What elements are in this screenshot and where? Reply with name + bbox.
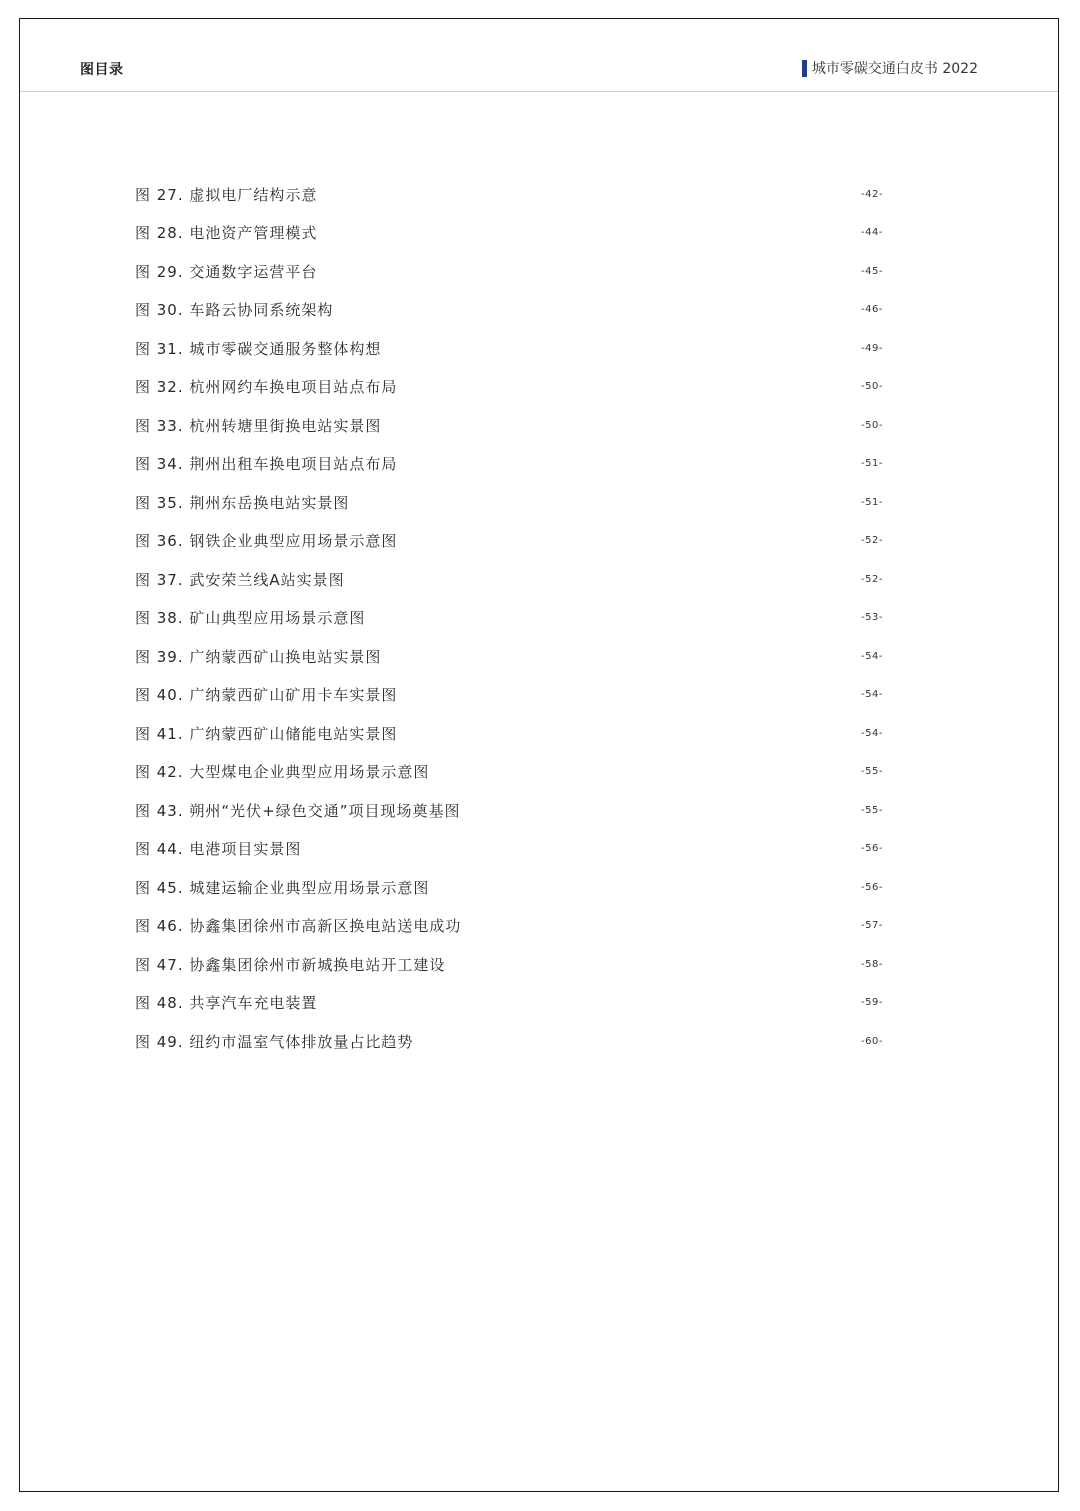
figure-title: 图 46. 协鑫集团徐州市高新区换电站送电成功	[135, 917, 462, 936]
figure-list-item[interactable]	[135, 753, 887, 792]
page-number: -53-	[861, 612, 883, 624]
figure-list-item[interactable]	[135, 714, 887, 753]
accent-bar	[802, 60, 807, 77]
document-title: 城市零碳交通白皮书 2022	[811, 61, 978, 77]
figure-title: 图 37. 武安荣兰线A站实景图	[135, 570, 345, 589]
page-number: -55-	[861, 766, 883, 778]
page-number: -51-	[861, 496, 883, 508]
figure-list-item[interactable]	[135, 483, 887, 522]
figure-title: 图 49. 纽约市温室气体排放量占比趋势	[135, 1032, 414, 1051]
page-number: -50-	[861, 419, 883, 431]
page-number: -58-	[861, 958, 883, 970]
page-number: -49-	[861, 342, 883, 354]
figure-list-item[interactable]	[135, 291, 887, 330]
page-number: -44-	[861, 227, 883, 239]
page-number: -51-	[861, 458, 883, 470]
figure-list	[135, 175, 887, 1061]
figure-list-item[interactable]	[135, 368, 887, 407]
figure-title: 图 38. 矿山典型应用场景示意图	[135, 609, 366, 628]
figure-title: 图 35. 荆州东岳换电站实景图	[135, 493, 350, 512]
page-number: -56-	[861, 881, 883, 893]
figure-title: 图 41. 广纳蒙西矿山储能电站实景图	[135, 724, 398, 743]
figure-list-item[interactable]	[135, 676, 887, 715]
page-number: -52-	[861, 535, 883, 547]
figure-list-item[interactable]	[135, 329, 887, 368]
figure-title: 图 42. 大型煤电企业典型应用场景示意图	[135, 763, 430, 782]
page-number: -60-	[861, 1035, 883, 1047]
page-number: -50-	[861, 381, 883, 393]
figure-title: 图 30. 车路云协同系统架构	[135, 301, 334, 320]
figure-title: 图 32. 杭州网约车换电项目站点布局	[135, 378, 398, 397]
figure-title: 图 43. 朔州“光伏+绿色交通”项目现场奠基图	[135, 801, 461, 820]
page-number: -54-	[861, 689, 883, 701]
page-number: -56-	[861, 843, 883, 855]
page-number: -57-	[861, 920, 883, 932]
figure-list-item[interactable]	[135, 522, 887, 561]
section-title: 图目录	[80, 62, 124, 78]
figure-list-item[interactable]	[135, 868, 887, 907]
figure-title: 图 28. 电池资产管理模式	[135, 224, 318, 243]
figure-title: 图 33. 杭州转塘里街换电站实景图	[135, 416, 382, 435]
page-number: -59-	[861, 997, 883, 1009]
figure-list-item[interactable]	[135, 1022, 887, 1061]
figure-title: 图 34. 荆州出租车换电项目站点布局	[135, 455, 398, 474]
figure-title: 图 39. 广纳蒙西矿山换电站实景图	[135, 647, 382, 666]
figure-list-item[interactable]	[135, 830, 887, 869]
document-title-group	[802, 59, 978, 77]
figure-list-item[interactable]	[135, 406, 887, 445]
figure-list-item[interactable]	[135, 599, 887, 638]
figure-list-item[interactable]	[135, 175, 887, 214]
page-number: -54-	[861, 650, 883, 662]
figure-list-item[interactable]	[135, 560, 887, 599]
figure-title: 图 36. 钢铁企业典型应用场景示意图	[135, 532, 398, 551]
page-number: -45-	[861, 265, 883, 277]
figure-list-item[interactable]	[135, 945, 887, 984]
figure-list-item[interactable]	[135, 791, 887, 830]
figure-title: 图 48. 共享汽车充电装置	[135, 994, 318, 1013]
figure-list-item[interactable]	[135, 252, 887, 291]
figure-title: 图 44. 电港项目实景图	[135, 840, 302, 859]
document-page	[19, 18, 1059, 1492]
figure-title: 图 27. 虚拟电厂结构示意	[135, 185, 318, 204]
figure-title: 图 29. 交通数字运营平台	[135, 262, 318, 281]
page-number: -55-	[861, 804, 883, 816]
figure-list-item[interactable]	[135, 214, 887, 253]
page-number: -42-	[861, 188, 883, 200]
page-number: -46-	[861, 304, 883, 316]
figure-title: 图 31. 城市零碳交通服务整体构想	[135, 339, 382, 358]
page-header	[20, 19, 1058, 92]
figure-list-item[interactable]	[135, 445, 887, 484]
figure-list-item[interactable]	[135, 907, 887, 946]
page-number: -54-	[861, 727, 883, 739]
figure-list-item[interactable]	[135, 637, 887, 676]
page-number: -52-	[861, 573, 883, 585]
figure-title: 图 45. 城建运输企业典型应用场景示意图	[135, 878, 430, 897]
figure-title: 图 47. 协鑫集团徐州市新城换电站开工建设	[135, 955, 446, 974]
figure-list-item[interactable]	[135, 984, 887, 1023]
figure-title: 图 40. 广纳蒙西矿山矿用卡车实景图	[135, 686, 398, 705]
